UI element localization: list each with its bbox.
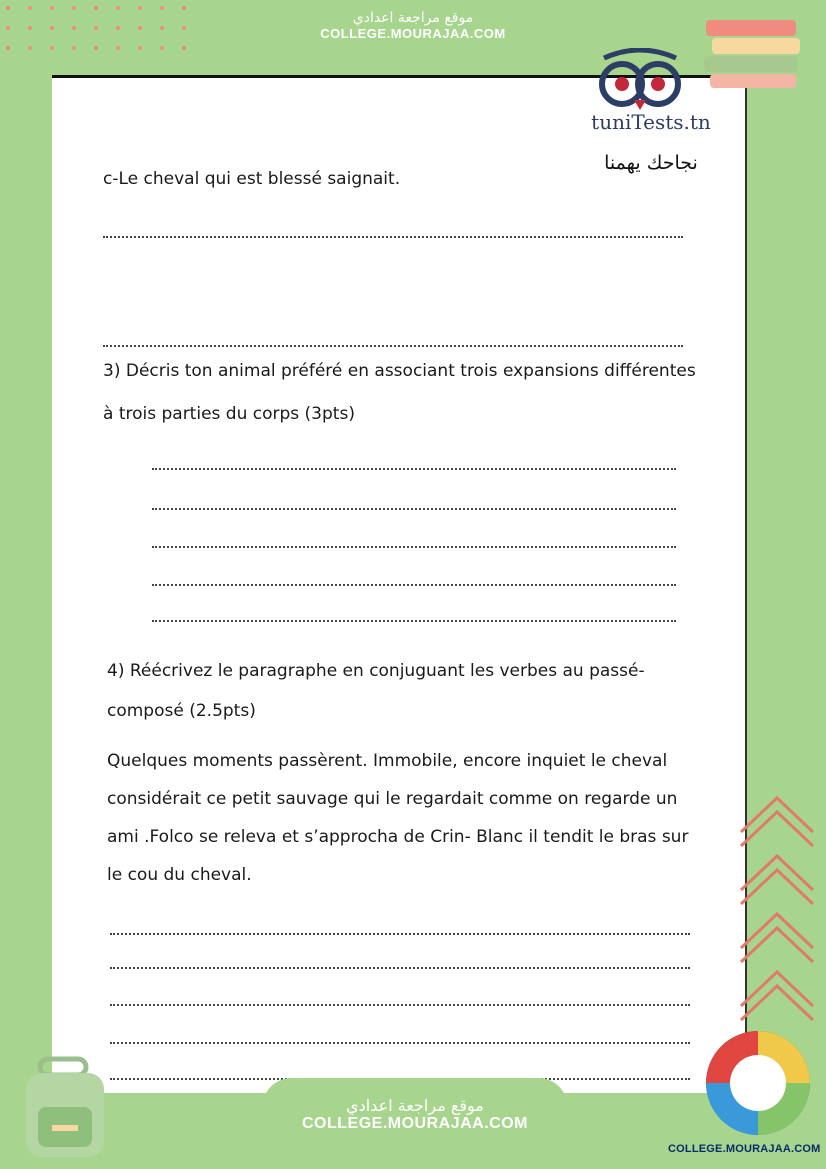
answer-line — [152, 508, 676, 510]
question-4-line2: composé (2.5pts) — [107, 701, 256, 721]
decorative-dots — [0, 0, 210, 60]
answer-line — [110, 1042, 690, 1044]
paragraph-line3: ami .Folco se releva et s’approcha de Crin- Blanc il tendit le bras sur — [107, 827, 689, 847]
brand-name: tuniTests.tn — [591, 110, 711, 134]
backpack-icon — [18, 1055, 113, 1160]
owl-logo-icon — [594, 48, 686, 110]
answer-line — [110, 933, 690, 935]
question-3-line1: 3) Décris ton animal préféré en associant trois expansions différentes — [103, 361, 696, 381]
paragraph-line2: considérait ce petit sauvage qui le regardait comme on regarde un — [107, 789, 678, 809]
paragraph-line4: le cou du cheval. — [107, 865, 252, 885]
answer-line — [152, 546, 676, 548]
brand-slogan: نجاحك يهمنا — [604, 152, 698, 174]
answer-line — [103, 345, 683, 347]
bottom-banner — [262, 1078, 568, 1150]
top-banner-arabic: موقع مراجعة اعدادي — [352, 10, 474, 26]
question-4-line1: 4) Réécrivez le paragraphe en conjuguant les verbes au passé- — [107, 661, 645, 681]
answer-line — [152, 584, 676, 586]
college-logo-icon — [697, 1022, 819, 1144]
footer-logo-text: COLLEGE.MOURAJAA.COM — [668, 1143, 821, 1155]
bottom-banner-latin: COLLEGE.MOURAJAA.COM — [302, 1115, 528, 1132]
answer-line — [152, 468, 676, 470]
answer-line — [152, 620, 676, 622]
answer-line — [103, 236, 683, 238]
books-icon — [700, 12, 810, 92]
answer-line — [110, 1004, 690, 1006]
top-banner-latin: COLLEGE.MOURAJAA.COM — [320, 26, 506, 41]
paragraph-line1: Quelques moments passèrent. Immobile, encore inquiet le cheval — [107, 751, 668, 771]
top-banner — [265, 0, 561, 58]
item-c-text: c-Le cheval qui est blessé saignait. — [103, 169, 401, 189]
brand-block — [581, 110, 721, 174]
answer-line — [110, 967, 690, 969]
chevron-decoration-icon — [735, 792, 819, 1032]
bottom-banner-arabic: موقع مراجعة اعدادي — [346, 1096, 484, 1115]
question-3-line2: à trois parties du corps (3pts) — [103, 404, 355, 424]
